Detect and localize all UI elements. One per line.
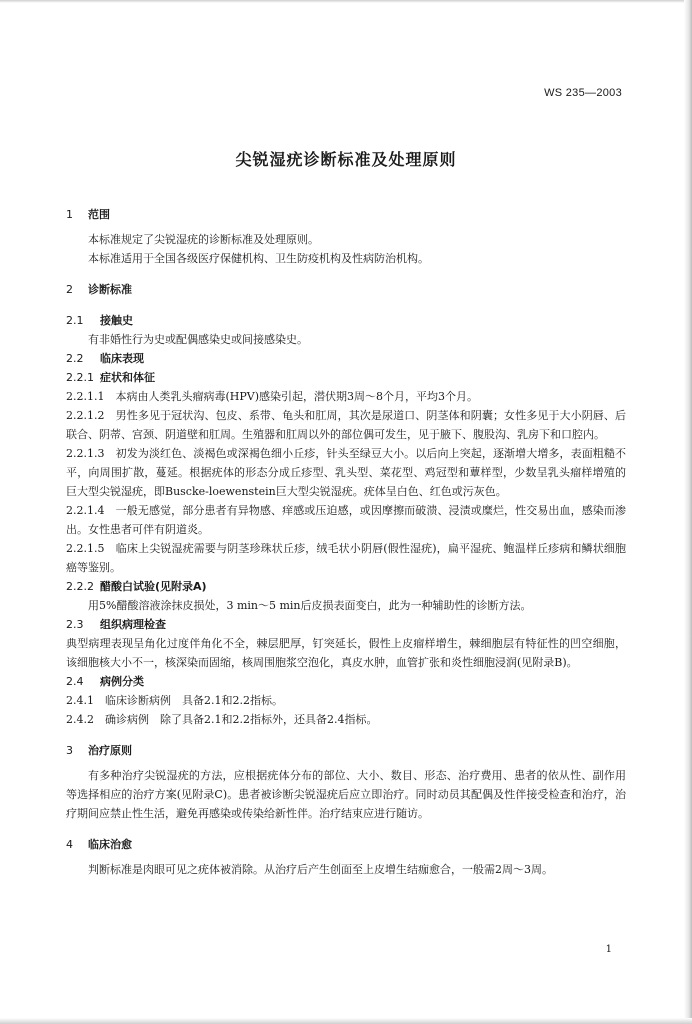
numbered-item: 2.2.1.2 男性多见于冠状沟、包皮、系带、龟头和肛周，其次是尿道口、阴茎体和阴囊；女性多见于大小阴唇、后联合、阴蒂、宫颈、阴道壁和肛周。生殖器和肛周以外的部位偶可发生，见于腋下、腹股沟、乳房下和口腔内。 [66,409,626,441]
numbered-item: 2.2.1.1 本病由人类乳头瘤病毒(HPV)感染引起，潜伏期3周～8个月，平均3个月。 [66,390,478,403]
section-title: 临床治愈 [88,838,132,851]
subsection-title: 病例分类 [100,675,144,688]
subsection-number: 2.2 [66,352,84,365]
section-3-heading [66,741,626,760]
section-number: 1 [66,208,73,221]
subsection-heading [66,615,626,634]
paragraph: 用5%醋酸溶液涂抹皮损处，3 min～5 min后皮损表面变白，此为一种辅助性的诊断方法。 [88,599,532,612]
paragraph: 本标准适用于全国各级医疗保健机构、卫生防疫机构及性病防治机构。 [88,252,429,265]
numbered-item: 2.4.2 确诊病例 除了具备2.1和2.2指标外，还具备2.4指标。 [66,713,378,726]
subsection-number: 2.1 [66,314,84,327]
subsection-number: 2.2.1 [66,371,94,384]
numbered-item: 2.2.1.4 一般无感觉，部分患者有异物感、痒感或压迫感，或因摩擦而破溃、浸渍或糜烂，性交易出血，感染而渗出。女性患者可伴有阴道炎。 [66,504,626,536]
subsection-number: 2.3 [66,618,84,631]
section-1-heading [66,205,626,224]
numbered-item: 2.4.1 临床诊断病例 具备2.1和2.2指标。 [66,694,283,707]
subsubsection-heading [66,368,626,387]
paragraph: 判断标准是肉眼可见之疣体被消除。从治疗后产生创面至上皮增生结痂愈合，一般需2周～3周。 [88,863,553,876]
subsection-number: 2.4 [66,675,84,688]
subsection-title: 接触史 [100,314,133,327]
subsection-number: 2.2.2 [66,580,94,593]
subsection-title: 临床表现 [100,352,144,365]
document-title: 尖锐湿疣诊断标准及处理原则 [235,150,457,169]
section-number: 2 [66,283,73,296]
paragraph: 有非婚性行为史或配偶感染史或间接感染史。 [88,333,308,346]
numbered-item: 2.2.1.5 临床上尖锐湿疣需要与阴茎珍珠状丘疹，绒毛状小阴唇(假性湿疣)，扁平湿疣、鲍温样丘疹病和鳞状细胞癌等鉴别。 [66,542,626,574]
subsection-heading [66,349,626,368]
section-title: 范围 [88,208,110,221]
subsection-title: 症状和体征 [100,371,155,384]
subsection-heading [66,672,626,691]
scan-bottom-edge [0,1018,692,1024]
page-number: 1 [605,944,612,955]
subsection-heading [66,311,626,330]
section-title: 诊断标准 [88,283,132,296]
paragraph: 本标准规定了尖锐湿疣的诊断标准及处理原则。 [88,233,319,246]
standard-code: WS 235—2003 [544,87,622,99]
paragraph: 有多种治疗尖锐湿疣的方法，应根据疣体分布的部位、大小、数目、形态、治疗费用、患者的依从性、副作用等选择相应的治疗方案(见附录C)。患者被诊断尖锐湿疣后应立即治疗。同时动员其配偶及性伴接受检查和治疗，治疗期间应禁止性生活，避免再感染或传染给新性伴。治疗结束应进行随访。 [66,769,626,820]
section-2-heading [66,280,626,299]
section-title: 治疗原则 [88,744,132,757]
subsection-title: 醋酸白试验(见附录A) [100,580,207,593]
scan-top-edge [0,0,692,3]
section-4-heading [66,835,626,854]
numbered-item: 2.2.1.3 初发为淡红色、淡褐色或深褐色细小丘疹，针头至绿豆大小。以后向上突起，逐渐增大增多，表面粗糙不平，向周围扩散，蔓延。根据疣体的形态分成丘疹型、乳头型、菜花型、鸡冠型和蕈样型，少数呈乳头瘤样增殖的巨大型尖锐湿疣，即Buscke-loewenstein巨大型尖锐湿疣。疣体呈白色、红色或污灰色。 [66,447,626,498]
section-number: 3 [66,744,73,757]
scan-right-edge [684,0,692,1024]
subsection-title: 组织病理检查 [100,618,166,631]
subsubsection-heading [66,577,626,596]
document-body [66,205,626,879]
paragraph: 典型病理表现呈角化过度伴角化不全，棘层肥厚，钉突延长，假性上皮瘤样增生，棘细胞层有特征性的凹空细胞，该细胞核大小不一，核深染而固缩，核周围胞浆空泡化，真皮水肿，血管扩张和炎性细胞浸润(见附录B)。 [66,637,626,669]
section-number: 4 [66,838,73,851]
